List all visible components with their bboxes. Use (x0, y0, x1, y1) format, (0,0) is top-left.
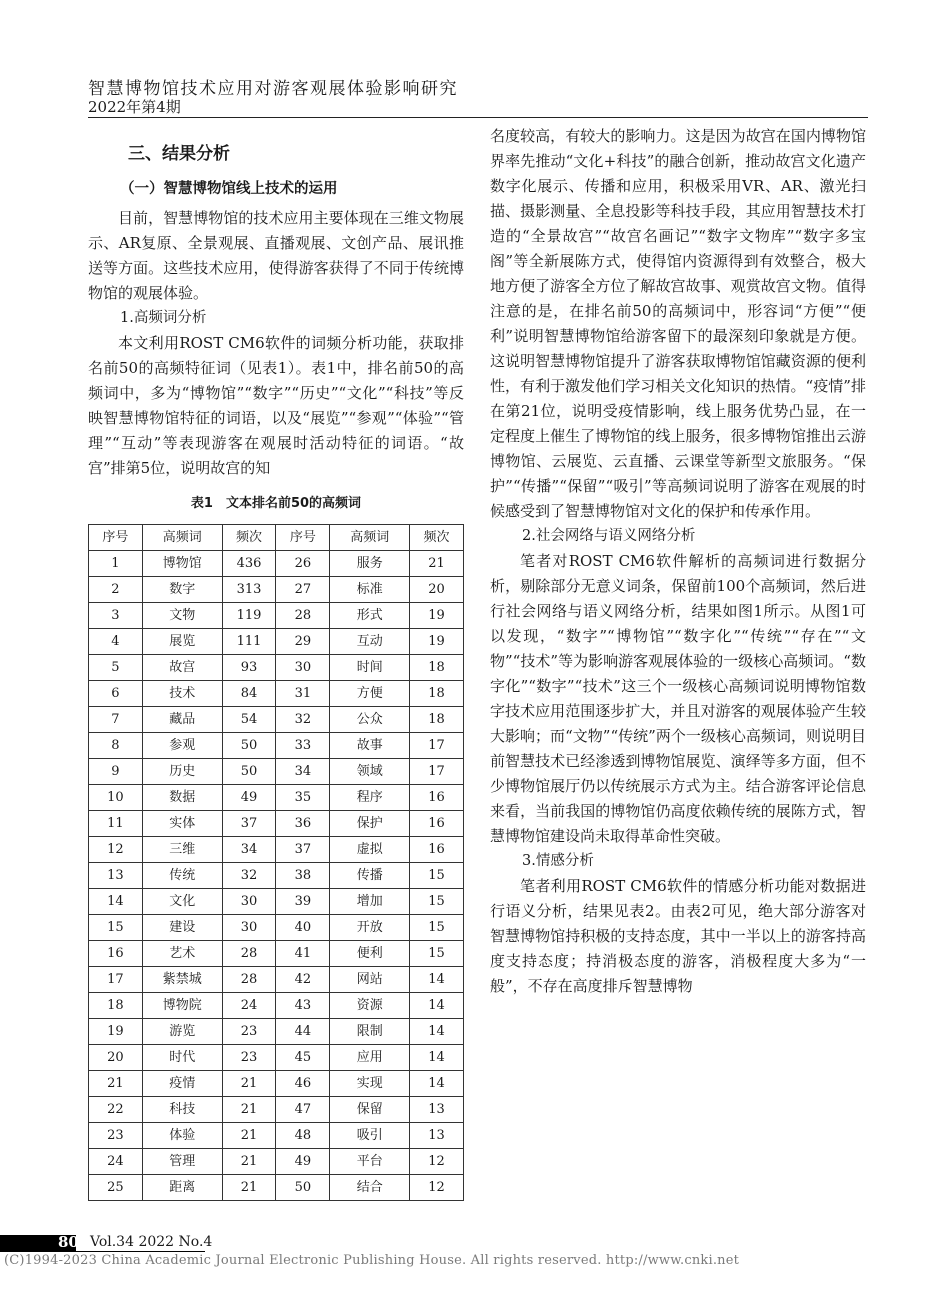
table-cell: 结合 (330, 1175, 410, 1201)
table-cell: 35 (276, 785, 330, 811)
table-row (89, 967, 464, 993)
table-cell: 21 (222, 1175, 276, 1201)
table-cell: 50 (222, 733, 276, 759)
table-cell: 18 (410, 681, 464, 707)
table-cell: 32 (222, 863, 276, 889)
table-row (89, 1097, 464, 1123)
table-cell: 33 (276, 733, 330, 759)
table-cell: 16 (410, 837, 464, 863)
table-cell: 3 (89, 603, 143, 629)
table-cell: 开放 (330, 915, 410, 941)
table-cell: 22 (89, 1097, 143, 1123)
table-cell: 14 (410, 1019, 464, 1045)
table-cell: 限制 (330, 1019, 410, 1045)
table-cell: 23 (222, 1045, 276, 1071)
table-cell: 15 (410, 941, 464, 967)
table-cell: 公众 (330, 707, 410, 733)
paragraph: 笔者对ROST CM6软件解析的高频词进行数据分析，剔除部分无意义词条，保留前100个高频词，然后进行社会网络与语义网络分析，结果如图1所示。从图1可以发现，“数字”“博物馆”“数字化”“传统”“存在”“文物”“技术”等为影响游客观展体验的一级核心高频词。“数字化”“数字”“技术”这三个一级核心高频词说明博物馆数字技术应用范围逐步扩大，并且对游客的观展体验产生较大影响；而“文物”“传统”两个一级核心高频词，则说明目前智慧技术已经渗透到博物馆展览、演绎等多方面，但不少博物馆展厅仍以传统展示方式为主。结合游客评论信息来看，当前我国的博物馆仍高度依赖传统的展陈方式，智慧博物馆建设尚未取得革命性突破。 (490, 552, 866, 845)
table-cell: 28 (222, 941, 276, 967)
table-cell: 44 (276, 1019, 330, 1045)
table-cell: 虚拟 (330, 837, 410, 863)
table-cell: 技术 (142, 681, 222, 707)
table-cell: 39 (276, 889, 330, 915)
table-cell: 实现 (330, 1071, 410, 1097)
table-cell: 34 (222, 837, 276, 863)
table-cell: 14 (89, 889, 143, 915)
table-cell: 45 (276, 1045, 330, 1071)
table-cell: 6 (89, 681, 143, 707)
table-cell: 数字 (142, 577, 222, 603)
table-cell: 20 (410, 577, 464, 603)
header-divider (88, 117, 868, 118)
table-row (89, 1123, 464, 1149)
table-cell: 18 (410, 655, 464, 681)
col-header: 序号 (276, 525, 330, 551)
paragraph: 笔者利用ROST CM6软件的情感分析功能对数据进行语义分析，结果见表2。由表2可见，绝大部分游客对智慧博物馆持积极的支持态度，其中一半以上的游客持高度支持态度；持消极态度的游客，消极程度大多为“一般”，不存在高度排斥智慧博物 (490, 877, 866, 995)
table-cell: 18 (410, 707, 464, 733)
table-cell: 14 (410, 1071, 464, 1097)
table-cell: 30 (222, 915, 276, 941)
minor-heading: 3.情感分析 (522, 853, 594, 869)
table-cell: 时间 (330, 655, 410, 681)
table-cell: 119 (222, 603, 276, 629)
table-row (89, 889, 464, 915)
table-cell: 方便 (330, 681, 410, 707)
table-cell: 5 (89, 655, 143, 681)
table-cell: 50 (222, 759, 276, 785)
table-cell: 距离 (142, 1175, 222, 1201)
table-row (89, 551, 464, 577)
table-cell: 21 (410, 551, 464, 577)
table-cell: 1 (89, 551, 143, 577)
table-cell: 标准 (330, 577, 410, 603)
table-cell: 吸引 (330, 1123, 410, 1149)
page-number: 80 (58, 1233, 79, 1251)
table-cell: 436 (222, 551, 276, 577)
table-cell: 37 (276, 837, 330, 863)
table-cell: 14 (410, 1045, 464, 1071)
table-cell: 13 (410, 1097, 464, 1123)
table-caption: 表1 文本排名前50的高频词 (190, 496, 362, 511)
table-cell: 49 (222, 785, 276, 811)
table-cell: 4 (89, 629, 143, 655)
table-cell: 故宫 (142, 655, 222, 681)
table-cell: 16 (410, 811, 464, 837)
table-cell: 41 (276, 941, 330, 967)
table-row (89, 993, 464, 1019)
table-cell: 艺术 (142, 941, 222, 967)
table-cell: 34 (276, 759, 330, 785)
table-cell: 管理 (142, 1149, 222, 1175)
table-cell: 19 (410, 629, 464, 655)
table-cell: 便利 (330, 941, 410, 967)
table-cell: 47 (276, 1097, 330, 1123)
table-cell: 19 (410, 603, 464, 629)
table-row (89, 707, 464, 733)
col-header: 频次 (222, 525, 276, 551)
minor-heading: 2.社会网络与语义网络分析 (522, 528, 696, 544)
running-header-issue: 2022年第4期 (88, 98, 181, 116)
table-cell: 17 (89, 967, 143, 993)
table-cell: 传统 (142, 863, 222, 889)
table-cell: 11 (89, 811, 143, 837)
table-cell: 数据 (142, 785, 222, 811)
table-cell: 9 (89, 759, 143, 785)
table-row (89, 1045, 464, 1071)
table-cell: 13 (410, 1123, 464, 1149)
table-cell: 科技 (142, 1097, 222, 1123)
table-cell: 46 (276, 1071, 330, 1097)
table-cell: 10 (89, 785, 143, 811)
table-cell: 54 (222, 707, 276, 733)
table-cell: 历史 (142, 759, 222, 785)
table-cell: 服务 (330, 551, 410, 577)
running-header-title: 智慧博物馆技术应用对游客观展体验影响研究 (88, 79, 458, 99)
col-header: 序号 (89, 525, 143, 551)
col-header: 高频词 (142, 525, 222, 551)
table-cell: 16 (89, 941, 143, 967)
table-cell: 保留 (330, 1097, 410, 1123)
table-cell: 21 (222, 1097, 276, 1123)
table-cell: 24 (222, 993, 276, 1019)
table-cell: 程序 (330, 785, 410, 811)
table-cell: 平台 (330, 1149, 410, 1175)
table-cell: 12 (89, 837, 143, 863)
table-cell: 50 (276, 1175, 330, 1201)
table-cell: 49 (276, 1149, 330, 1175)
table-cell: 15 (89, 915, 143, 941)
table-cell: 紫禁城 (142, 967, 222, 993)
table-cell: 14 (410, 993, 464, 1019)
table-row (89, 811, 464, 837)
table-cell: 23 (89, 1123, 143, 1149)
table-cell: 互动 (330, 629, 410, 655)
table-cell: 建设 (142, 915, 222, 941)
table-cell: 32 (276, 707, 330, 733)
table-cell: 16 (410, 785, 464, 811)
table-row (89, 759, 464, 785)
paragraph: 本文利用ROST CM6软件的词频分析功能，获取排名前50的高频特征词（见表1）。表1中，排名前50的高频词中，多为“博物馆”“数字”“历史”“文化”“科技”等反映智慧博物馆特征的词语，以及“展览”“参观”“体验”“管理”“互动”等表现游客在观展时活动特征的词语。“故宫”排第5位，说明故宫的知 (88, 334, 464, 477)
table-cell: 资源 (330, 993, 410, 1019)
table-cell: 19 (89, 1019, 143, 1045)
table-cell: 36 (276, 811, 330, 837)
table-cell: 体验 (142, 1123, 222, 1149)
frequency-table (88, 524, 464, 1201)
table-cell: 保护 (330, 811, 410, 837)
table-cell: 增加 (330, 889, 410, 915)
table-cell: 37 (222, 811, 276, 837)
table-cell: 7 (89, 707, 143, 733)
table-cell: 28 (276, 603, 330, 629)
minor-heading: 1.高频词分析 (120, 310, 207, 326)
table-row (89, 1175, 464, 1201)
table-cell: 三维 (142, 837, 222, 863)
table-cell: 文物 (142, 603, 222, 629)
table-cell: 21 (222, 1149, 276, 1175)
copyright-notice: (C)1994-2023 China Academic Journal Electronic Publishing House. All rights reserved. http://www.cnki.net (4, 1253, 740, 1268)
table-cell: 2 (89, 577, 143, 603)
table-cell: 21 (222, 1123, 276, 1149)
table-row (89, 1071, 464, 1097)
table-cell: 93 (222, 655, 276, 681)
left-column (88, 124, 464, 1201)
table-cell: 13 (89, 863, 143, 889)
table-cell: 15 (410, 915, 464, 941)
paragraph: 目前，智慧博物馆的技术应用主要体现在三维文物展示、AR复原、全景观展、直播观展、文创产品、展讯推送等方面。这些技术应用，使得游客获得了不同于传统博物馆的观展体验。 (88, 209, 464, 302)
table-cell: 42 (276, 967, 330, 993)
section-title: 三、结果分析 (128, 144, 230, 164)
table-cell: 40 (276, 915, 330, 941)
table-row (89, 655, 464, 681)
table-cell: 博物院 (142, 993, 222, 1019)
table-row (89, 785, 464, 811)
table-cell: 21 (89, 1071, 143, 1097)
table-cell: 文化 (142, 889, 222, 915)
table-cell: 28 (222, 967, 276, 993)
table-row (89, 837, 464, 863)
table-cell: 12 (410, 1149, 464, 1175)
table-cell: 8 (89, 733, 143, 759)
table-cell: 111 (222, 629, 276, 655)
table-cell: 形式 (330, 603, 410, 629)
col-header: 频次 (410, 525, 464, 551)
table-row (89, 1019, 464, 1045)
table-cell: 38 (276, 863, 330, 889)
table-cell: 17 (410, 733, 464, 759)
col-header: 高频词 (330, 525, 410, 551)
table-cell: 84 (222, 681, 276, 707)
footer-divider (0, 1251, 205, 1252)
table-cell: 29 (276, 629, 330, 655)
table-cell: 实体 (142, 811, 222, 837)
volume-info: Vol.34 2022 No.4 (90, 1234, 213, 1250)
table-cell: 时代 (142, 1045, 222, 1071)
table-cell: 48 (276, 1123, 330, 1149)
table-cell: 27 (276, 577, 330, 603)
table-cell: 25 (89, 1175, 143, 1201)
table-cell: 23 (222, 1019, 276, 1045)
table-cell: 30 (222, 889, 276, 915)
table-cell: 参观 (142, 733, 222, 759)
table-cell: 疫情 (142, 1071, 222, 1097)
table-cell: 12 (410, 1175, 464, 1201)
table-cell: 43 (276, 993, 330, 1019)
table-row (89, 681, 464, 707)
table-cell: 17 (410, 759, 464, 785)
table-cell: 15 (410, 863, 464, 889)
table-row (89, 941, 464, 967)
table-cell: 网站 (330, 967, 410, 993)
table-row (89, 733, 464, 759)
table-row (89, 603, 464, 629)
table-cell: 30 (276, 655, 330, 681)
table-cell: 313 (222, 577, 276, 603)
table-cell: 31 (276, 681, 330, 707)
table-row (89, 577, 464, 603)
table-cell: 博物馆 (142, 551, 222, 577)
table-cell: 展览 (142, 629, 222, 655)
table-cell: 传播 (330, 863, 410, 889)
table-cell: 14 (410, 967, 464, 993)
table-cell: 21 (222, 1071, 276, 1097)
table-cell: 15 (410, 889, 464, 915)
table-row (89, 629, 464, 655)
table-row (89, 863, 464, 889)
table-cell: 游览 (142, 1019, 222, 1045)
table-cell: 20 (89, 1045, 143, 1071)
table-cell: 领域 (330, 759, 410, 785)
subsection-title: （一）智慧博物馆线上技术的运用 (120, 181, 338, 197)
table-cell: 26 (276, 551, 330, 577)
table-row (89, 915, 464, 941)
paragraph: 名度较高，有较大的影响力。这是因为故宫在国内博物馆界率先推动“文化+科技”的融合创新，推动故宫文化遗产数字化展示、传播和应用，积极采用VR、AR、激光扫描、摄影测量、全息投影等科技手段，其应用智慧技术打造的“全景故宫”“故宫名画记”“数字文物库”“数字多宝阁”等全新展陈方式，使得馆内资源得到有效整合，极大地方便了游客全方位了解故宫故事、观赏故宫文物。值得注意的是，在排名前50的高频词中，形容词“方便”“便利”说明智慧博物馆给游客留下的最深刻印象就是方便。这说明智慧博物馆提升了游客获取博物馆馆藏资源的便利性，有利于激发他们学习相关文化知识的热情。“疫情”排在第21位，说明受疫情影响，线上服务优势凸显，在一定程度上催生了博物馆的线上服务，很多博物馆推出云游博物馆、云展览、云直播、云课堂等新型文旅服务。“保护”“传播”“保留”“吸引”等高频词说明了游客在观展的时候感受到了智慧博物馆对文化的保护和传承作用。 (490, 127, 866, 520)
table-cell: 应用 (330, 1045, 410, 1071)
table-cell: 18 (89, 993, 143, 1019)
table-row (89, 1149, 464, 1175)
table-cell: 故事 (330, 733, 410, 759)
right-column (490, 124, 866, 999)
table-cell: 24 (89, 1149, 143, 1175)
table-cell: 藏品 (142, 707, 222, 733)
table-header-row (89, 525, 464, 551)
